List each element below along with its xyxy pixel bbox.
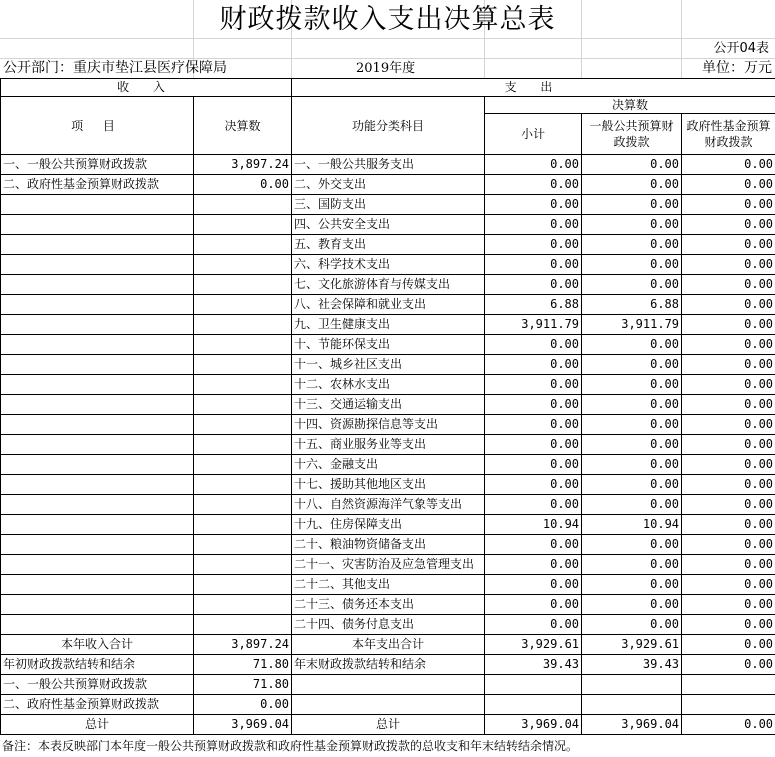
table-row xyxy=(1,415,775,435)
expense-item: 八、社会保障和就业支出 xyxy=(292,295,485,315)
year-expense-general: 3,929.61 xyxy=(582,635,682,655)
income-item xyxy=(1,615,194,635)
expense-subtotal: 0.00 xyxy=(485,455,582,475)
income-section-header: 收 入 xyxy=(1,79,292,97)
income-amount xyxy=(194,215,292,235)
expense-general-budget: 0.00 xyxy=(582,375,682,395)
expense-gov-fund: 0.00 xyxy=(682,295,775,315)
total-expense-subtotal: 3,969.04 xyxy=(485,715,582,735)
unit-label: 单位：万元 xyxy=(702,60,772,76)
expense-gov-fund: 0.00 xyxy=(682,475,775,495)
begin-carryover-label: 年初财政拨款结转和结余 xyxy=(1,655,194,675)
expense-general-budget: 0.00 xyxy=(582,335,682,355)
expense-general-budget: 0.00 xyxy=(582,495,682,515)
expense-general-budget: 0.00 xyxy=(582,355,682,375)
expense-subtotal: 0.00 xyxy=(485,395,582,415)
income-item xyxy=(1,255,194,275)
table-row xyxy=(1,275,775,295)
section-header-row xyxy=(1,79,775,97)
income-item xyxy=(1,315,194,335)
expense-subtotal: 0.00 xyxy=(485,375,582,395)
income-amount xyxy=(194,275,292,295)
expense-general-budget: 0.00 xyxy=(582,615,682,635)
expense-gov-fund: 0.00 xyxy=(682,495,775,515)
settlement-table xyxy=(0,78,775,735)
table-row xyxy=(1,375,775,395)
table-row xyxy=(1,575,775,595)
expense-subtotal: 0.00 xyxy=(485,275,582,295)
footnote: 备注：本表反映部门本年度一般公共预算财政拨款和政府性基金预算财政拨款的总收支和年末结转结余情况。 xyxy=(2,739,579,753)
income-item xyxy=(1,275,194,295)
expense-item: 二十一、灾害防治及应急管理支出 xyxy=(292,555,485,575)
table-row xyxy=(1,395,775,415)
expense-item: 十、节能环保支出 xyxy=(292,335,485,355)
expense-gov-fund: 0.00 xyxy=(682,215,775,235)
expense-general-budget: 0.00 xyxy=(582,575,682,595)
expense-item: 十四、资源勘探信息等支出 xyxy=(292,415,485,435)
expense-gov-fund: 0.00 xyxy=(682,175,775,195)
expense-gov-fund: 0.00 xyxy=(682,535,775,555)
table-row xyxy=(1,335,775,355)
expense-general-budget: 10.94 xyxy=(582,515,682,535)
income-amount xyxy=(194,595,292,615)
expense-gov-fund: 0.00 xyxy=(682,375,775,395)
table-row xyxy=(1,195,775,215)
expense-gov-fund: 0.00 xyxy=(682,575,775,595)
expense-item: 九、卫生健康支出 xyxy=(292,315,485,335)
income-amount xyxy=(194,615,292,635)
table-row xyxy=(1,155,775,175)
empty-cell xyxy=(485,695,582,715)
expense-gov-fund: 0.00 xyxy=(682,435,775,455)
income-item xyxy=(1,575,194,595)
header-gov-fund: 政府性基金预算财政拨款 xyxy=(682,114,775,155)
expense-item: 十九、住房保障支出 xyxy=(292,515,485,535)
summary-row-year xyxy=(1,635,775,655)
expense-item: 二十二、其他支出 xyxy=(292,575,485,595)
expense-general-budget: 0.00 xyxy=(582,555,682,575)
income-amount xyxy=(194,255,292,275)
income-amount xyxy=(194,475,292,495)
expense-item: 二十四、债务付息支出 xyxy=(292,615,485,635)
expense-item: 十三、交通运输支出 xyxy=(292,395,485,415)
expense-subtotal: 0.00 xyxy=(485,255,582,275)
gridline xyxy=(0,38,775,39)
expense-general-budget: 0.00 xyxy=(582,415,682,435)
expense-general-budget: 0.00 xyxy=(582,155,682,175)
expense-general-budget: 0.00 xyxy=(582,395,682,415)
empty-cell xyxy=(292,675,485,695)
empty-cell xyxy=(682,695,775,715)
income-amount xyxy=(194,535,292,555)
table-row xyxy=(1,215,775,235)
expense-subtotal: 0.00 xyxy=(485,415,582,435)
expense-subtotal: 0.00 xyxy=(485,335,582,355)
expense-gov-fund: 0.00 xyxy=(682,315,775,335)
income-amount xyxy=(194,415,292,435)
expense-subtotal: 6.88 xyxy=(485,295,582,315)
expense-gov-fund: 0.00 xyxy=(682,335,775,355)
income-amount xyxy=(194,295,292,315)
expense-section-header: 支 出 xyxy=(292,79,775,97)
expense-item: 十八、自然资源海洋气象等支出 xyxy=(292,495,485,515)
income-item xyxy=(1,475,194,495)
total-expense-general: 3,969.04 xyxy=(582,715,682,735)
header-final-amount: 决算数 xyxy=(194,97,292,155)
total-income-amount: 3,969.04 xyxy=(194,715,292,735)
expense-gov-fund: 0.00 xyxy=(682,355,775,375)
income-amount: 3,897.24 xyxy=(194,155,292,175)
expense-item: 二十、粮油物资储备支出 xyxy=(292,535,485,555)
column-group-row xyxy=(1,97,775,114)
table-row xyxy=(1,455,775,475)
end-carryover-fund: 0.00 xyxy=(682,655,775,675)
expense-subtotal: 0.00 xyxy=(485,435,582,455)
expense-subtotal: 0.00 xyxy=(485,615,582,635)
income-item xyxy=(1,235,194,255)
expense-gov-fund: 0.00 xyxy=(682,195,775,215)
form-number: 公开04表 xyxy=(713,41,769,56)
empty-cell xyxy=(582,695,682,715)
expense-item: 十七、援助其他地区支出 xyxy=(292,475,485,495)
expense-general-budget: 0.00 xyxy=(582,235,682,255)
expense-item: 十六、金融支出 xyxy=(292,455,485,475)
expense-gov-fund: 0.00 xyxy=(682,555,775,575)
total-expense-label: 总计 xyxy=(292,715,485,735)
expense-general-budget: 0.00 xyxy=(582,475,682,495)
department-label: 公开部门：重庆市垫江县医疗保障局 xyxy=(3,60,227,76)
expense-item: 一、一般公共服务支出 xyxy=(292,155,485,175)
income-item xyxy=(1,195,194,215)
begin-general-amount: 71.80 xyxy=(194,675,292,695)
table-row xyxy=(1,515,775,535)
expense-gov-fund: 0.00 xyxy=(682,515,775,535)
expense-gov-fund: 0.00 xyxy=(682,155,775,175)
expense-item: 六、科学技术支出 xyxy=(292,255,485,275)
summary-row-begin-general xyxy=(1,675,775,695)
header-subtotal: 小计 xyxy=(485,114,582,155)
table-row xyxy=(1,295,775,315)
expense-item: 十五、商业服务业等支出 xyxy=(292,435,485,455)
expense-subtotal: 0.00 xyxy=(485,555,582,575)
expense-general-budget: 0.00 xyxy=(582,195,682,215)
expense-gov-fund: 0.00 xyxy=(682,455,775,475)
expense-subtotal: 0.00 xyxy=(485,155,582,175)
year-income-amount: 3,897.24 xyxy=(194,635,292,655)
expense-general-budget: 0.00 xyxy=(582,255,682,275)
expense-general-budget: 0.00 xyxy=(582,175,682,195)
table-row xyxy=(1,255,775,275)
income-amount xyxy=(194,335,292,355)
expense-gov-fund: 0.00 xyxy=(682,595,775,615)
end-carryover-label: 年末财政拨款结转和结余 xyxy=(292,655,485,675)
begin-carryover-amount: 71.80 xyxy=(194,655,292,675)
expense-item: 五、教育支出 xyxy=(292,235,485,255)
expense-item: 四、公共安全支出 xyxy=(292,215,485,235)
expense-gov-fund: 0.00 xyxy=(682,275,775,295)
expense-item: 七、文化旅游体育与传媒支出 xyxy=(292,275,485,295)
income-item: 二、政府性基金预算财政拨款 xyxy=(1,175,194,195)
expense-subtotal: 0.00 xyxy=(485,195,582,215)
table-row xyxy=(1,175,775,195)
expense-subtotal: 0.00 xyxy=(485,575,582,595)
income-item xyxy=(1,355,194,375)
income-item xyxy=(1,375,194,395)
table-row xyxy=(1,595,775,615)
expense-gov-fund: 0.00 xyxy=(682,415,775,435)
income-item xyxy=(1,455,194,475)
income-item xyxy=(1,415,194,435)
income-item xyxy=(1,595,194,615)
income-amount xyxy=(194,495,292,515)
year-expense-fund: 0.00 xyxy=(682,635,775,655)
empty-cell xyxy=(682,675,775,695)
year-expense-subtotal: 3,929.61 xyxy=(485,635,582,655)
header-item: 项 目 xyxy=(1,97,194,155)
income-amount xyxy=(194,235,292,255)
year-income-label: 本年收入合计 xyxy=(1,635,194,655)
empty-cell xyxy=(582,675,682,695)
income-amount xyxy=(194,575,292,595)
expense-gov-fund: 0.00 xyxy=(682,395,775,415)
income-item xyxy=(1,295,194,315)
fiscal-year: 2019年度 xyxy=(356,61,416,76)
empty-cell xyxy=(485,675,582,695)
income-amount xyxy=(194,355,292,375)
expense-general-budget: 0.00 xyxy=(582,215,682,235)
summary-row-begin-fund xyxy=(1,695,775,715)
expense-item: 三、国防支出 xyxy=(292,195,485,215)
total-expense-fund: 0.00 xyxy=(682,715,775,735)
income-item xyxy=(1,215,194,235)
page-title: 财政拨款收入支出决算总表 xyxy=(219,4,556,35)
table-row xyxy=(1,435,775,455)
income-amount xyxy=(194,435,292,455)
total-income-label: 总计 xyxy=(1,715,194,735)
income-amount xyxy=(194,515,292,535)
expense-subtotal: 0.00 xyxy=(485,495,582,515)
expense-general-budget: 6.88 xyxy=(582,295,682,315)
income-amount: 0.00 xyxy=(194,175,292,195)
end-carryover-subtotal: 39.43 xyxy=(485,655,582,675)
expense-subtotal: 3,911.79 xyxy=(485,315,582,335)
table-row xyxy=(1,475,775,495)
expense-item: 十二、农林水支出 xyxy=(292,375,485,395)
expense-item: 二十三、债务还本支出 xyxy=(292,595,485,615)
income-item: 一、一般公共预算财政拨款 xyxy=(1,155,194,175)
table-row xyxy=(1,535,775,555)
income-amount xyxy=(194,395,292,415)
income-amount xyxy=(194,375,292,395)
income-item xyxy=(1,335,194,355)
empty-cell xyxy=(292,695,485,715)
expense-item: 十一、城乡社区支出 xyxy=(292,355,485,375)
expense-subtotal: 0.00 xyxy=(485,235,582,255)
income-item xyxy=(1,515,194,535)
expense-subtotal: 0.00 xyxy=(485,355,582,375)
income-amount xyxy=(194,555,292,575)
expense-gov-fund: 0.00 xyxy=(682,255,775,275)
table-row xyxy=(1,355,775,375)
expense-subtotal: 0.00 xyxy=(485,535,582,555)
expense-subtotal: 10.94 xyxy=(485,515,582,535)
expense-general-budget: 0.00 xyxy=(582,535,682,555)
expense-general-budget: 0.00 xyxy=(582,595,682,615)
expense-general-budget: 3,911.79 xyxy=(582,315,682,335)
summary-row-carryover xyxy=(1,655,775,675)
expense-subtotal: 0.00 xyxy=(485,595,582,615)
income-item xyxy=(1,535,194,555)
income-amount xyxy=(194,455,292,475)
expense-general-budget: 0.00 xyxy=(582,275,682,295)
income-item xyxy=(1,395,194,415)
expense-gov-fund: 0.00 xyxy=(682,615,775,635)
expense-item: 二、外交支出 xyxy=(292,175,485,195)
income-amount xyxy=(194,195,292,215)
table-row xyxy=(1,555,775,575)
income-item xyxy=(1,435,194,455)
begin-fund-label: 二、政府性基金预算财政拨款 xyxy=(1,695,194,715)
expense-gov-fund: 0.00 xyxy=(682,235,775,255)
header-function-category: 功能分类科目 xyxy=(292,97,485,155)
header-final-group: 决算数 xyxy=(485,97,775,114)
table-row xyxy=(1,615,775,635)
expense-subtotal: 0.00 xyxy=(485,175,582,195)
income-item xyxy=(1,555,194,575)
begin-general-label: 一、一般公共预算财政拨款 xyxy=(1,675,194,695)
income-item xyxy=(1,495,194,515)
expense-general-budget: 0.00 xyxy=(582,455,682,475)
income-amount xyxy=(194,315,292,335)
expense-subtotal: 0.00 xyxy=(485,215,582,235)
table-row xyxy=(1,495,775,515)
end-carryover-general: 39.43 xyxy=(582,655,682,675)
table-row xyxy=(1,235,775,255)
begin-fund-amount: 0.00 xyxy=(194,695,292,715)
table-row xyxy=(1,315,775,335)
header-general-budget: 一般公共预算财政拨款 xyxy=(582,114,682,155)
expense-general-budget: 0.00 xyxy=(582,435,682,455)
year-expense-label: 本年支出合计 xyxy=(292,635,485,655)
expense-subtotal: 0.00 xyxy=(485,475,582,495)
summary-row-total xyxy=(1,715,775,735)
